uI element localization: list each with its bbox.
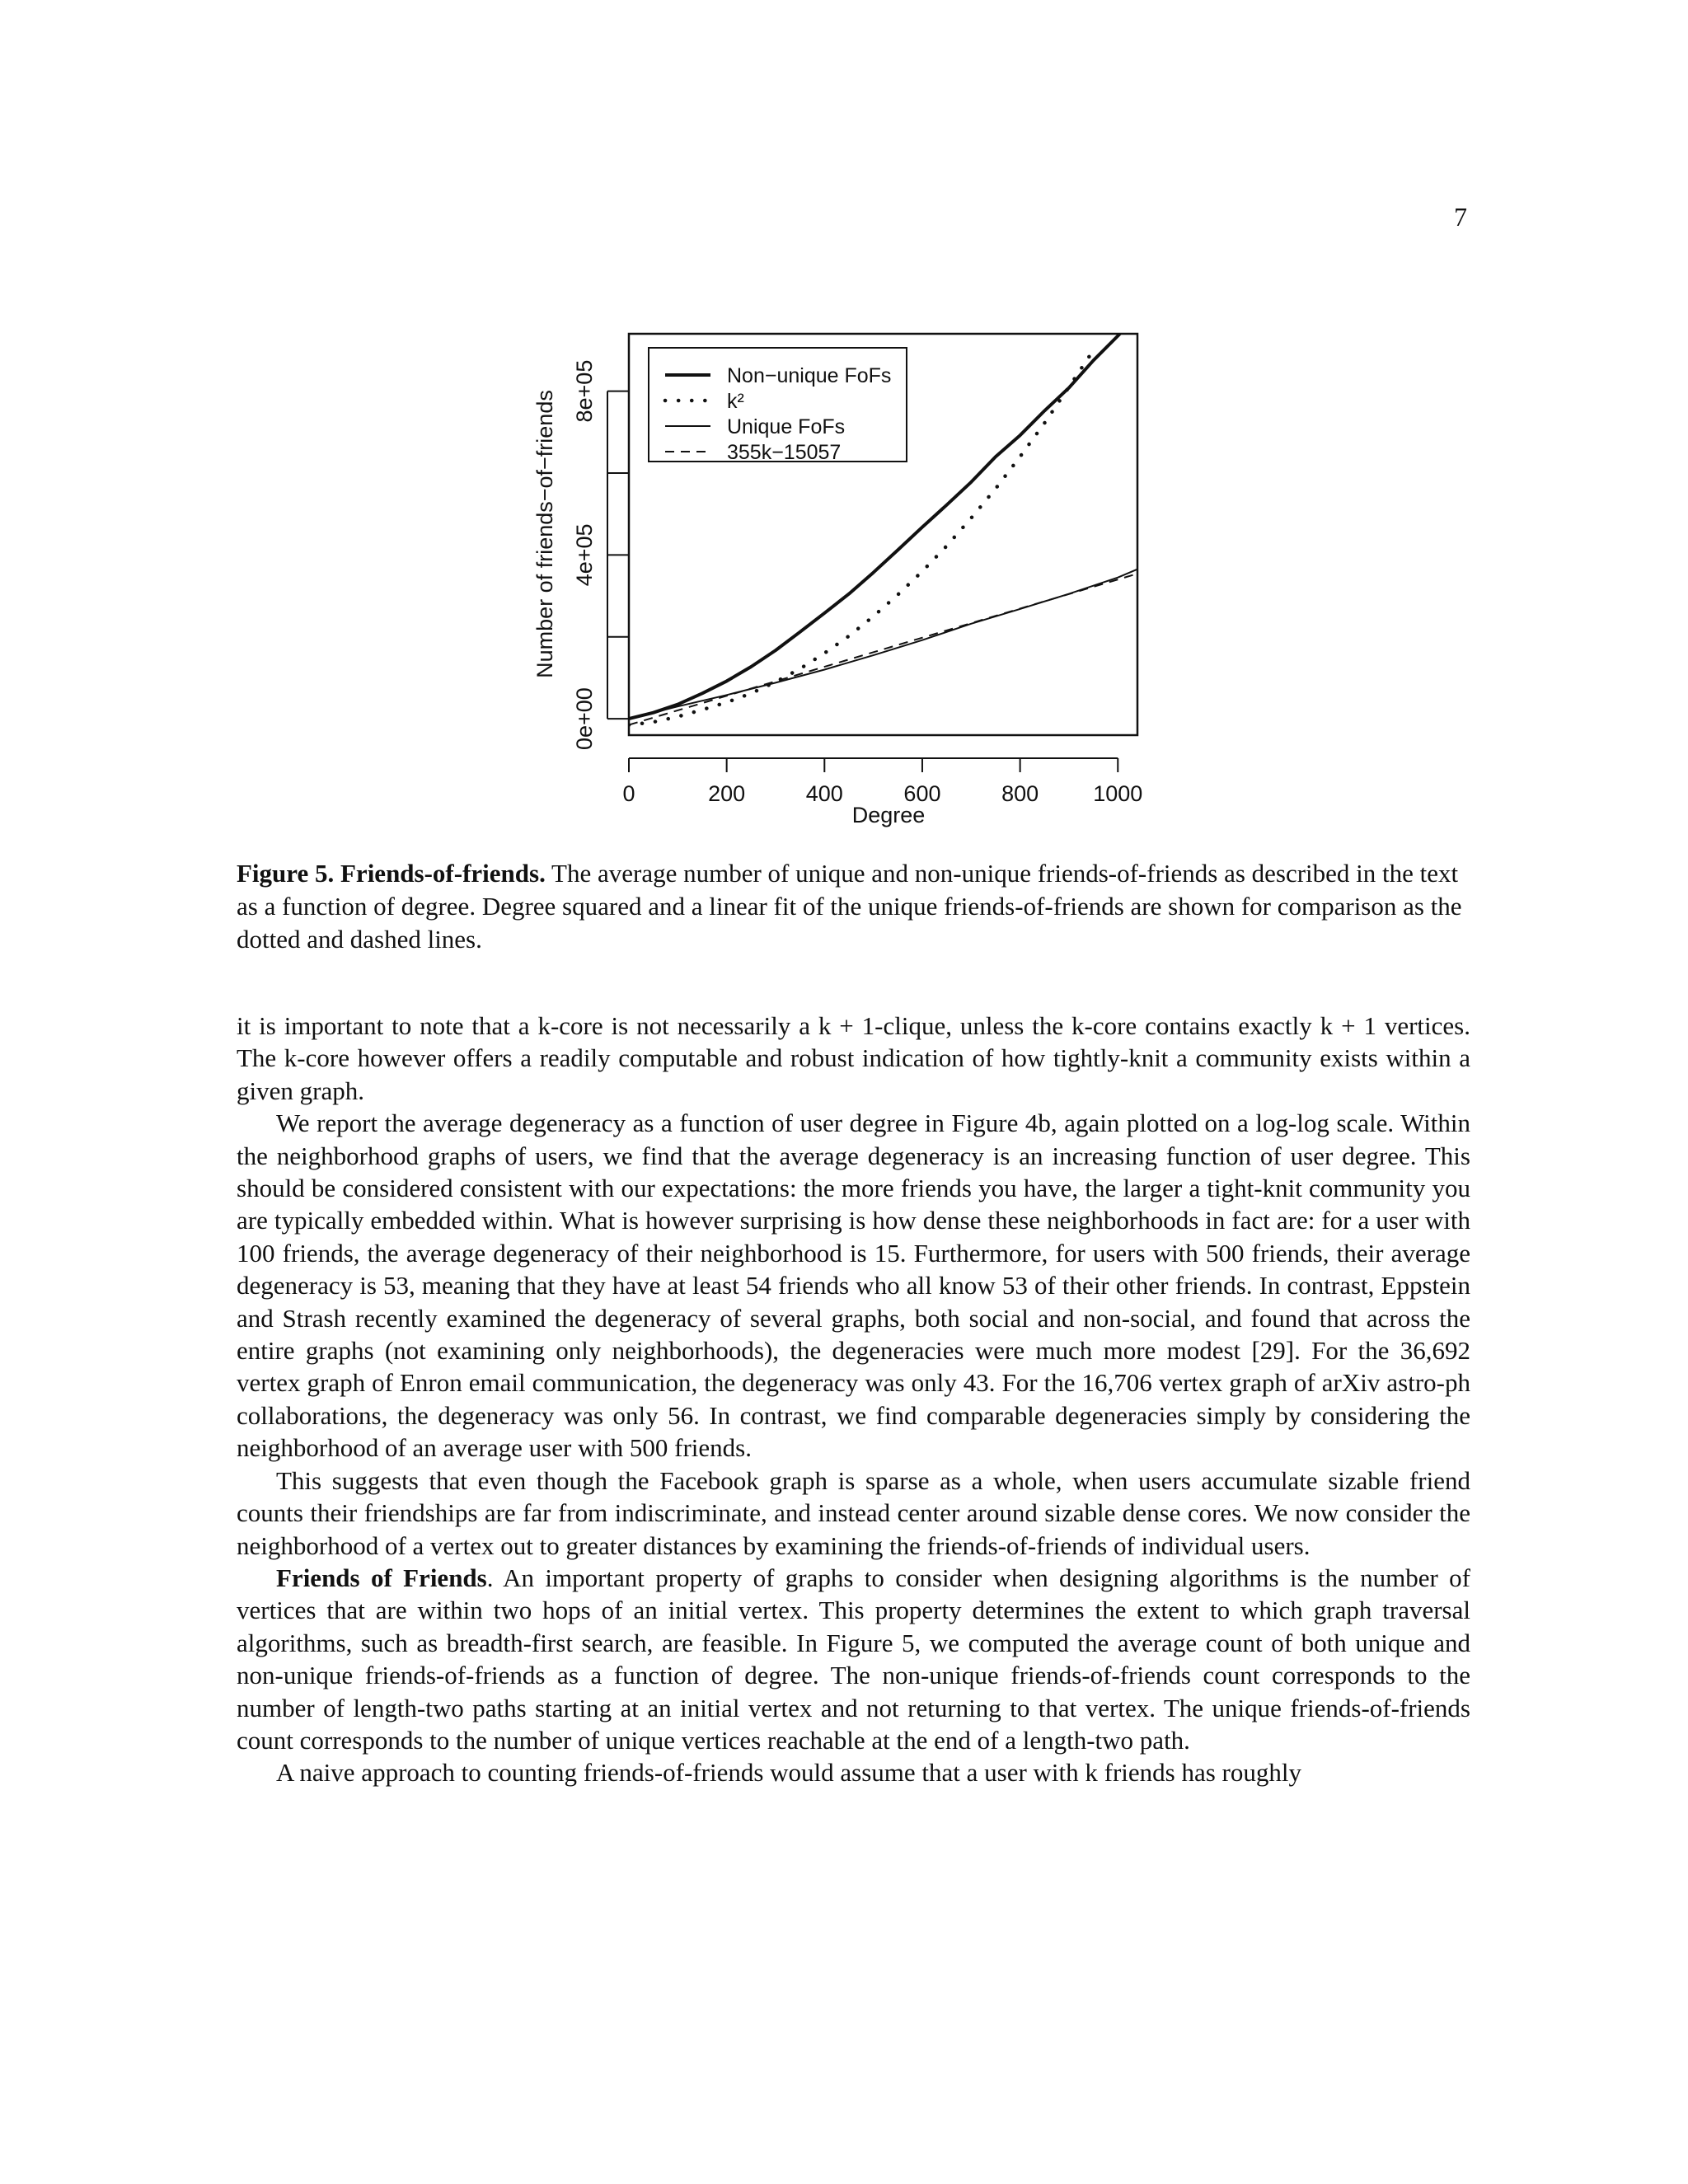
caption-text: The average number of unique and non-unique friends-of-friends as described in the text as a function of degree. Degree squared and a linear fit of the unique friends-of-friends are shown for comparison as the dotted and dashed lines. <box>237 859 1462 954</box>
friends-of-friends-chart <box>511 317 1170 845</box>
legend-label-1: k² <box>727 390 744 413</box>
y-tick-label-800000: 8e+05 <box>572 359 597 423</box>
paragraph-4-text: . An important property of graphs to consider when designing algorithms is the number of vertices that are within two hops of an initial vertex. This property determines the extent to which graph traversal algorithms, such as breadth-first search, are feasible. In Figure 5, we computed the average count of both unique and non-unique friends-of-friends as a function of degree. The non-unique friends-of-friends count corresponds to the number of length-two paths starting at an initial vertex and not returning to that vertex. The unique friends-of-friends count corresponds to the number of unique vertices reachable at the end of a length-two path. <box>237 1563 1470 1755</box>
y-tick-label-400000: 4e+05 <box>572 523 597 587</box>
run-in-heading: Friends of Friends <box>276 1563 487 1592</box>
legend-label-3: 355k−15057 <box>727 441 842 464</box>
caption-label: Figure 5. Friends-of-friends. <box>237 859 546 888</box>
y-axis-label: Number of friends−of−friends <box>532 390 557 678</box>
paragraph-1: it is important to note that a k-core is not necessarily a k + 1-clique, unless the k-core contains exactly k + 1 vertices. The k-core however offers a readily computable and robust indication of how tightly-knit a community exists within a given graph. <box>237 1011 1470 1105</box>
series-line-2 <box>629 569 1137 719</box>
x-axis-label: Degree <box>851 803 926 827</box>
x-axis <box>622 758 1142 806</box>
legend-label-0: Non−unique FoFs <box>727 364 892 387</box>
body-text <box>237 1010 1470 1789</box>
paragraph-5: A naive approach to counting friends-of-friends would assume that a user with k friends has roughly <box>276 1758 1301 1788</box>
legend <box>649 348 907 464</box>
x-tick-label-0: 0 <box>622 781 635 806</box>
x-tick-label-1000: 1000 <box>1093 781 1143 806</box>
paragraph-4 <box>237 1562 1470 1756</box>
paragraph-3: This suggests that even though the Facebook graph is sparse as a whole, when users accumulate sizable friend counts their friendships are far from indiscriminate, and instead center around sizable dense cores. We now consider the neighborhood of a vertex out to greater distances by examining the friends-of-friends of individual users. <box>237 1465 1470 1560</box>
x-tick-label-200: 200 <box>708 781 746 806</box>
x-tick-label-800: 800 <box>1001 781 1039 806</box>
x-tick-label-600: 600 <box>903 781 941 806</box>
paragraph-2: We report the average degeneracy as a function of user degree in Figure 4b, again plotted on a log-log scale. Within the neighborhood graphs of users, we find that the average degeneracy is an increasing function of user degree. This should be considered consistent with our expectations: the more friends you have, the larger a tight-knit community you are typically embedded within. What is however surprising is how dense these neighborhoods in fact are: for a user with 100 friends, the average degeneracy of their neighborhood is 15. Furthermore, for users with 500 friends, their average degeneracy is 53, meaning that they have at least 54 friends who all know 53 of their other friends. In contrast, Eppstein and Strash recently examined the degeneracy of several graphs, both social and non-social, and found that across the entire graphs (not examining only neighborhoods), the degeneracies were much more modest [29]. For the 36,692 vertex graph of Enron email communication, the degeneracy was only 43. For the 16,706 vertex graph of arXiv astro-ph collaborations, the degeneracy was only 56. In contrast, we find comparable degeneracies simply by considering the neighborhood of an average user with 500 friends. <box>237 1108 1470 1463</box>
x-tick-label-400: 400 <box>805 781 843 806</box>
legend-label-2: Unique FoFs <box>727 415 846 438</box>
figure-caption <box>237 857 1470 956</box>
y-axis <box>572 360 629 750</box>
figure-5 <box>511 317 1170 845</box>
y-tick-label-0: 0e+00 <box>572 687 597 751</box>
page-number: 7 <box>1454 202 1467 232</box>
